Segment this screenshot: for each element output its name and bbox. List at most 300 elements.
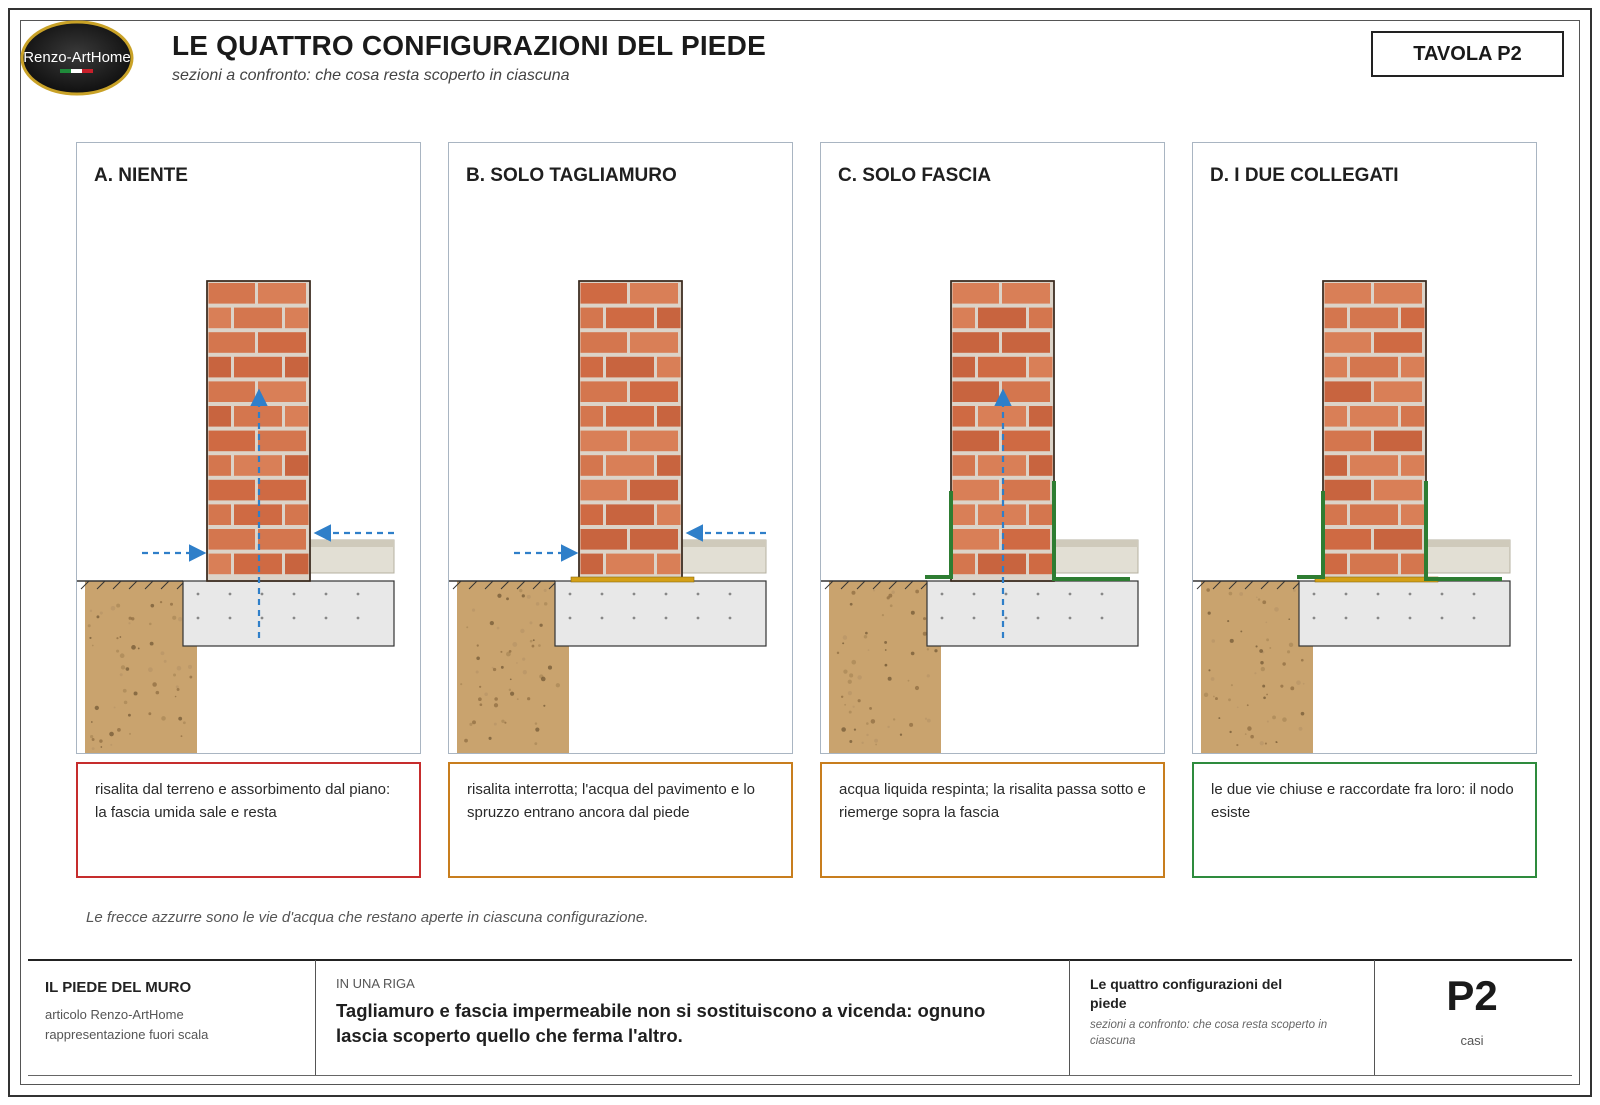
foundation-slab: [927, 581, 1138, 646]
slab-aggregate: [1409, 593, 1412, 596]
soil-grain: [497, 627, 500, 630]
soil-grain: [527, 697, 530, 700]
soil-grain: [510, 692, 514, 696]
soil-grain: [90, 610, 92, 612]
soil-grain: [1282, 662, 1285, 665]
soil-mass: [829, 581, 941, 754]
soil-grain: [173, 674, 176, 677]
brick: [209, 504, 232, 525]
slab-aggregate: [665, 617, 668, 620]
soil-grain: [131, 645, 136, 650]
soil-grain: [842, 642, 844, 644]
brick: [1002, 529, 1050, 550]
brick: [1350, 406, 1398, 427]
soil-grain: [843, 635, 847, 639]
caption-b: risalita interrotta; l'acqua del pavimento e lo spruzzo entrano ancora dal piede: [448, 762, 793, 878]
slab-aggregate: [357, 593, 360, 596]
soil-grain: [138, 648, 140, 650]
soil-grain: [849, 711, 852, 714]
soil-grain: [911, 652, 915, 656]
slab-aggregate: [325, 617, 328, 620]
soil-grain: [91, 721, 93, 723]
soil-grain: [478, 697, 482, 701]
soil-grain: [156, 691, 160, 695]
soil-grain: [1272, 716, 1276, 720]
soil-grain: [494, 703, 498, 707]
brick: [258, 480, 306, 501]
soil-grain: [522, 594, 525, 597]
soil-grain: [160, 601, 162, 603]
page-subtitle: sezioni a confronto: che cosa resta scoperto in ciascuna: [172, 67, 570, 84]
brick: [1374, 480, 1422, 501]
brick: [234, 357, 282, 378]
soil-grain: [110, 744, 112, 746]
brick: [1374, 431, 1422, 452]
soil-grain: [874, 739, 878, 743]
soil-grain: [1245, 733, 1247, 735]
soil-grain: [504, 722, 506, 724]
soil-grain: [172, 616, 176, 620]
soil-grain: [116, 650, 119, 653]
brick: [1350, 455, 1398, 476]
soil-grain: [533, 639, 535, 641]
soil-grain: [1211, 677, 1215, 681]
soil-grain: [888, 677, 892, 681]
brick: [581, 480, 628, 501]
soil-grain: [497, 594, 501, 598]
soil-grain: [1206, 588, 1210, 592]
slab-aggregate: [941, 617, 944, 620]
soil-grain: [1215, 697, 1218, 700]
panel-d: [1192, 142, 1537, 754]
brick: [630, 480, 678, 501]
soil-grain: [848, 680, 852, 684]
soil-grain: [120, 673, 123, 676]
brick: [581, 283, 628, 304]
slab-aggregate: [1037, 593, 1040, 596]
soil-grain: [849, 673, 853, 677]
brick: [1002, 381, 1050, 402]
soil-grain: [1290, 686, 1294, 690]
soil-grain: [1247, 726, 1252, 731]
title-block-divider: [315, 960, 316, 1075]
floor-finish-top: [1426, 540, 1510, 547]
slab-aggregate: [1441, 593, 1444, 596]
brick: [258, 431, 306, 452]
brick: [234, 308, 282, 329]
brick: [1350, 308, 1398, 329]
brick: [209, 529, 256, 550]
brick: [1401, 308, 1425, 329]
slab-aggregate: [729, 593, 732, 596]
soil-grain: [178, 617, 182, 621]
brick: [1325, 283, 1372, 304]
slab-aggregate: [1473, 593, 1476, 596]
legend-note: Le frecce azzurre sono le vie d'acqua che restano aperte in ciascuna configurazione.: [86, 909, 649, 926]
panel-a: [76, 142, 421, 754]
soil-grain: [530, 621, 533, 624]
brick: [1374, 332, 1422, 353]
brick: [285, 504, 309, 525]
sheet-code-label: casi: [1460, 1033, 1484, 1048]
foundation-slab: [555, 581, 766, 646]
panel-title: C. SOLO FASCIA: [838, 165, 992, 186]
section-drawing-d: [1193, 143, 1537, 754]
brick: [1350, 554, 1398, 575]
soil-grain: [494, 723, 497, 726]
soil-grain: [519, 589, 522, 592]
slab-aggregate: [1345, 593, 1348, 596]
soil-grain: [1287, 650, 1290, 653]
panel-b: [448, 142, 793, 754]
soil-grain: [131, 617, 134, 620]
soil-grain: [539, 624, 542, 627]
title-block-bottom-rule: [28, 1075, 1572, 1076]
brick: [581, 504, 604, 525]
slab-aggregate: [697, 593, 700, 596]
soil-grain: [1261, 667, 1265, 671]
soil-grain: [489, 737, 492, 740]
soil-grain: [484, 692, 487, 695]
soil-grain: [177, 666, 182, 671]
soil-grain: [556, 683, 560, 687]
slab-aggregate: [729, 617, 732, 620]
soil-grain: [178, 717, 182, 721]
soil-grain: [1296, 680, 1301, 685]
soil-grain: [516, 662, 518, 664]
slab-aggregate: [229, 593, 232, 596]
soil-grain: [871, 719, 875, 723]
brick: [953, 381, 1000, 402]
soil-grain: [472, 609, 475, 612]
brick: [1002, 332, 1050, 353]
slab-aggregate: [1101, 593, 1104, 596]
soil-grain: [1303, 683, 1305, 685]
tagliamuro-barrier: [1315, 577, 1438, 582]
soil-grain: [888, 594, 892, 598]
brick: [1029, 455, 1053, 476]
fascia-membrane-left: [1299, 493, 1323, 577]
soil-mass: [457, 581, 569, 754]
slab-aggregate: [1377, 593, 1380, 596]
soil-grain: [544, 589, 547, 592]
slab-aggregate: [633, 617, 636, 620]
soil-grain: [865, 632, 868, 635]
soil-grain: [1239, 592, 1243, 596]
brick: [209, 381, 256, 402]
brick: [1374, 283, 1422, 304]
brick: [1325, 406, 1348, 427]
soil-grain: [181, 735, 183, 737]
soil-grain: [460, 683, 462, 685]
soil-grain: [1267, 720, 1269, 722]
slab-aggregate: [1005, 593, 1008, 596]
slab-aggregate: [1069, 617, 1072, 620]
soil-grain: [188, 665, 192, 669]
soil-grain: [1299, 727, 1303, 731]
brick: [285, 357, 309, 378]
soil-grain: [1212, 639, 1216, 643]
soil-grain: [123, 689, 127, 693]
flag-white: [71, 69, 82, 73]
soil-grain: [170, 603, 173, 606]
brick: [258, 332, 306, 353]
soil-grain: [152, 682, 156, 686]
soil-grain: [1262, 600, 1266, 604]
slab-aggregate: [569, 617, 572, 620]
soil-grain: [509, 689, 511, 691]
slab-aggregate: [229, 617, 232, 620]
soil-grain: [927, 674, 930, 677]
slab-aggregate: [973, 617, 976, 620]
soil-grain: [90, 735, 93, 738]
soil-grain: [1258, 598, 1260, 600]
soil-grain: [476, 656, 480, 660]
soil-grain: [882, 614, 884, 616]
soil-grain: [1213, 696, 1215, 698]
soil-grain: [1263, 696, 1266, 699]
caption-a: risalita dal terreno e assorbimento dal piano: la fascia umida sale e resta: [76, 762, 421, 878]
soil-grain: [1288, 618, 1290, 620]
soil-grain: [1218, 717, 1220, 719]
soil-grain: [864, 635, 867, 638]
soil-grain: [161, 716, 166, 721]
brick: [953, 308, 976, 329]
brick: [581, 332, 628, 353]
fascia-membrane-left: [927, 493, 951, 577]
brick: [258, 529, 306, 550]
brick: [1350, 357, 1398, 378]
brick: [1325, 480, 1372, 501]
soil-grain: [893, 718, 895, 720]
brick: [209, 308, 232, 329]
soil-grain: [120, 636, 122, 638]
soil-grain: [97, 615, 100, 618]
summary-label: IN UNA RIGA: [336, 976, 415, 991]
soil-grain: [116, 604, 120, 608]
soil-grain: [868, 649, 870, 651]
brick: [657, 406, 681, 427]
soil-grain: [151, 604, 155, 608]
brick: [630, 332, 678, 353]
soil-grain: [873, 589, 875, 591]
soil-grain: [532, 645, 535, 648]
brick: [581, 529, 628, 550]
soil-grain: [128, 622, 130, 624]
brick: [606, 504, 654, 525]
brick: [657, 308, 681, 329]
slab-aggregate: [261, 593, 264, 596]
brick: [953, 283, 1000, 304]
soil-mass: [1201, 581, 1313, 754]
slab-aggregate: [261, 617, 264, 620]
brick: [285, 308, 309, 329]
soil-grain: [120, 653, 125, 658]
soil-grain: [848, 691, 852, 695]
slab-aggregate: [197, 593, 200, 596]
soil-grain: [500, 651, 502, 653]
panel-title: B. SOLO TAGLIAMURO: [466, 165, 677, 186]
brick: [1029, 308, 1053, 329]
brick: [209, 406, 232, 427]
brick: [953, 554, 976, 575]
slab-aggregate: [973, 593, 976, 596]
soil-grain: [885, 664, 888, 667]
soil-grain: [1260, 741, 1264, 745]
soil-grain: [925, 718, 927, 720]
soil-grain: [1274, 607, 1279, 612]
tagliamuro-barrier: [571, 577, 694, 582]
brick: [606, 554, 654, 575]
soil-grain: [124, 701, 128, 705]
brick: [953, 431, 1000, 452]
soil-grain: [464, 739, 468, 743]
brick: [285, 554, 309, 575]
soil-grain: [183, 721, 186, 724]
brick: [978, 308, 1026, 329]
soil-grain: [861, 742, 863, 744]
brick: [953, 529, 1000, 550]
soil-grain: [1266, 638, 1269, 641]
brick: [630, 529, 678, 550]
slab-aggregate: [293, 617, 296, 620]
soil-grain: [854, 728, 856, 730]
brick: [1401, 406, 1425, 427]
soil-grain: [850, 603, 853, 606]
soil-grain: [900, 734, 902, 736]
slab-aggregate: [1005, 617, 1008, 620]
slab-aggregate: [197, 617, 200, 620]
soil-grain: [1227, 620, 1229, 622]
page-title: LE QUATTRO CONFIGURAZIONI DEL PIEDE: [172, 30, 766, 61]
brick: [1401, 455, 1425, 476]
logo: [20, 20, 134, 96]
floor-finish-top: [682, 540, 766, 547]
brick: [978, 357, 1026, 378]
foundation-slab: [1299, 581, 1510, 646]
floor-finish-top: [310, 540, 394, 547]
panel-c: [820, 142, 1165, 754]
brick: [1029, 504, 1053, 525]
soil-grain: [911, 611, 915, 615]
soil-grain: [927, 648, 929, 650]
summary-text: Tagliamuro e fascia impermeabile non si sostituiscono a vicenda: ognuno lascia scoperto quello che ferma l'altro.: [336, 1000, 986, 1046]
brick: [209, 332, 256, 353]
soil-grain: [1266, 622, 1268, 624]
soil-grain: [844, 704, 846, 706]
soil-grain: [523, 670, 527, 674]
brick: [1325, 554, 1348, 575]
brick: [953, 504, 976, 525]
soil-grain: [1301, 659, 1304, 662]
slab-aggregate: [665, 593, 668, 596]
brick: [209, 480, 256, 501]
brick: [1325, 529, 1372, 550]
soil-grain: [538, 644, 541, 647]
soil-grain: [875, 744, 877, 746]
soil-grain: [890, 604, 893, 607]
slab-aggregate: [1473, 617, 1476, 620]
soil-grain: [527, 595, 531, 599]
soil-grain: [114, 707, 116, 709]
soil-grain: [134, 691, 138, 695]
soil-grain: [857, 675, 861, 679]
soil-grain: [89, 637, 91, 639]
soil-grain: [1280, 685, 1283, 688]
brick: [1002, 283, 1050, 304]
soil-grain: [849, 740, 852, 743]
soil-grain: [92, 738, 95, 741]
brick: [953, 455, 976, 476]
brick: [606, 308, 654, 329]
brick: [606, 357, 654, 378]
soil-grain: [109, 732, 114, 737]
soil-grain: [851, 591, 855, 595]
section-subtitle: articolo Renzo-ArtHome rappresentazione fuori scala: [45, 1007, 209, 1042]
soil-grain: [100, 746, 102, 748]
soil-grain: [493, 668, 496, 671]
soil-grain: [509, 650, 512, 653]
soil-grain: [150, 642, 154, 646]
brick: [630, 283, 678, 304]
soil-grain: [923, 617, 926, 620]
section-drawing-a: [77, 143, 421, 754]
slab-aggregate: [293, 593, 296, 596]
soil-grain: [1289, 643, 1293, 647]
soil-grain: [841, 696, 843, 698]
soil-grain: [1266, 694, 1268, 696]
soil-grain: [543, 705, 545, 707]
soil-grain: [866, 734, 868, 736]
soil-grain: [177, 688, 180, 691]
soil-grain: [1301, 712, 1305, 716]
soil-grain: [541, 677, 546, 682]
soil-grain: [469, 723, 472, 726]
soil-grain: [1265, 742, 1267, 744]
soil-grain: [1237, 706, 1239, 708]
brick: [1325, 332, 1372, 353]
title-block-divider: [1069, 960, 1070, 1075]
soil-grain: [501, 720, 504, 723]
slab-aggregate: [633, 593, 636, 596]
soil-grain: [908, 680, 910, 682]
soil-grain: [869, 707, 872, 710]
soil-grain: [1250, 735, 1254, 739]
soil-grain: [494, 697, 498, 701]
brick: [258, 381, 306, 402]
brick: [581, 308, 604, 329]
soil-grain: [476, 670, 479, 673]
soil-grain: [841, 727, 846, 732]
soil-grain: [1204, 693, 1208, 697]
soil-grain: [1231, 684, 1233, 686]
slab-aggregate: [941, 593, 944, 596]
brick: [209, 283, 256, 304]
soil-grain: [117, 728, 121, 732]
brick: [1374, 381, 1422, 402]
soil-grain: [512, 642, 517, 647]
brick: [953, 406, 976, 427]
slab-aggregate: [697, 617, 700, 620]
soil-grain: [1293, 589, 1296, 592]
soil-grain: [111, 606, 116, 611]
slab-aggregate: [601, 593, 604, 596]
soil-grain: [480, 703, 483, 706]
soil-grain: [88, 624, 91, 627]
brick: [285, 455, 309, 476]
slab-aggregate: [1345, 617, 1348, 620]
soil-grain: [522, 658, 525, 661]
